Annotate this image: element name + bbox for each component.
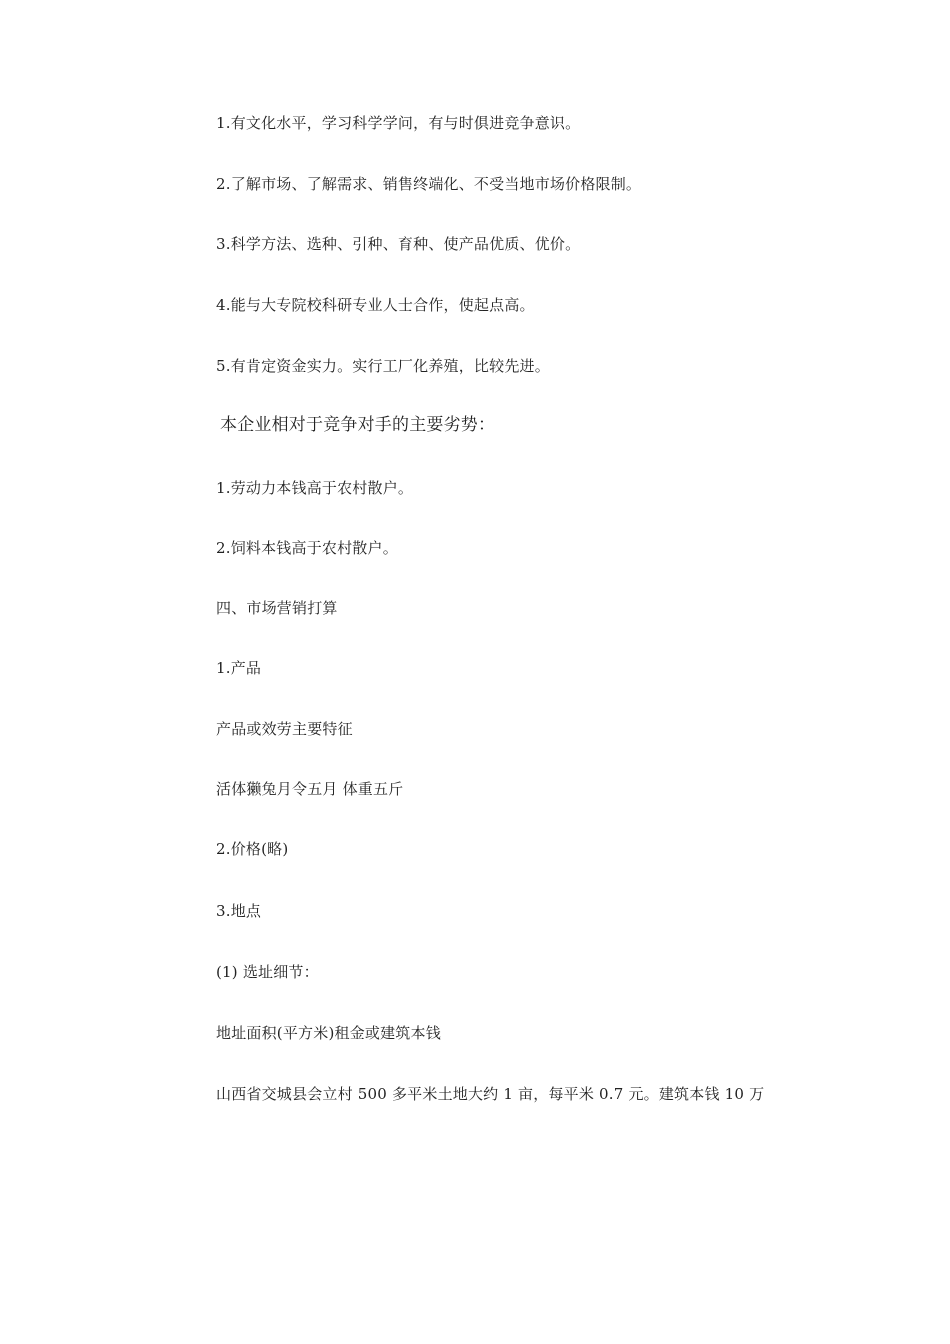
disadvantage-item-2: 2.饲料本钱高于农村散户。 [216,539,398,557]
advantage-item-2: 2.了解市场、了解需求、销售终端化、不受当地市场价格限制。 [216,175,642,193]
disadvantage-item-1: 1.劳动力本钱高于农村散户。 [216,479,414,497]
disadvantages-heading: 本企业相对于竞争对手的主要劣势： [220,415,496,435]
advantage-item-3: 3.科学方法、选种、引种、育种、使产品优质、优价。 [216,235,581,253]
advantage-item-1: 1.有文化水平，学习科学学问，有与时俱进竞争意识。 [216,114,581,132]
product-features-label: 产品或效劳主要特征 [216,720,353,738]
advantage-item-5: 5.有肯定资金实力。实行工厂化养殖，比较先进。 [216,357,550,375]
site-table-row: 山西省交城县会立村 500 多平米土地大约 1 亩，每平米 0.7 元。建筑本钱 10 万 [216,1085,765,1103]
site-details-label: (1) 选址细节： [216,963,319,981]
product-features-value: 活体獭兔月令五月 体重五斤 [216,780,404,798]
subsection-product: 1.产品 [216,659,262,677]
subsection-price: 2.价格(略) [216,840,289,858]
site-table-header: 地址面积(平方米)租金或建筑本钱 [216,1024,441,1042]
advantage-item-4: 4.能与大专院校科研专业人士合作，使起点高。 [216,296,535,314]
subsection-location: 3.地点 [216,902,262,920]
section-heading-marketing: 四、市场营销打算 [216,599,338,617]
